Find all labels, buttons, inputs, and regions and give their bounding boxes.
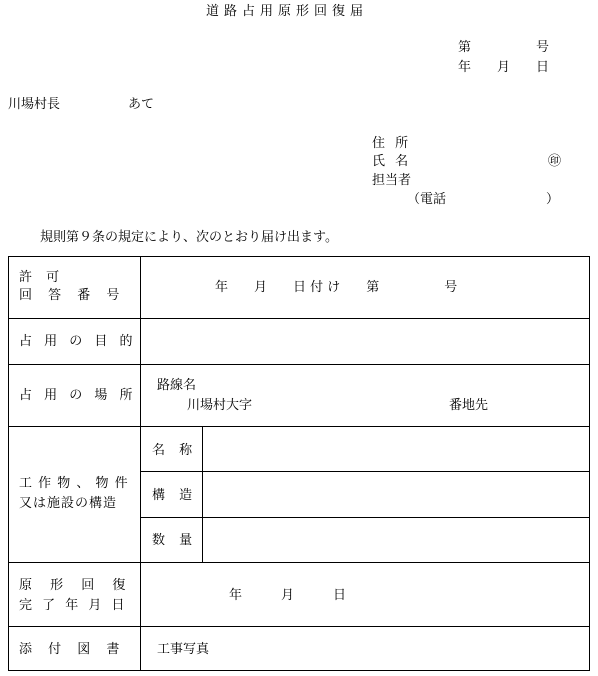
row-divider [9, 318, 589, 319]
column-divider [140, 257, 141, 670]
permit-label-line2: 回 答 番 号 [19, 288, 126, 303]
permit-label-line1: 許 可 [19, 270, 65, 285]
row-divider [140, 517, 589, 518]
column-divider [202, 426, 203, 563]
attachments-label: 添 付 図 書 [19, 642, 126, 657]
addressee-suffix: あて [128, 97, 155, 112]
row-divider [9, 426, 589, 427]
intro-text: 規則第９条の規定により、次のとおり届け出ます。 [40, 230, 338, 245]
route-label: 路線名 [157, 378, 197, 393]
form-table [8, 256, 590, 671]
completion-label-line1: 原 形 回 復 [19, 578, 133, 593]
row-divider [9, 626, 589, 627]
structure-label-line2: 又は施設の構造 [19, 496, 118, 511]
phone-close: ） [546, 192, 560, 207]
person-in-charge-label: 担当者 [372, 173, 412, 188]
document-title: 道路占用原形回復届 [206, 4, 369, 19]
structure-quantity-label: 数 量 [152, 533, 198, 548]
structure-name-label: 名 称 [152, 443, 198, 458]
row-divider [9, 562, 589, 563]
row-divider [140, 471, 589, 472]
attachments-value: 工事写真 [157, 642, 210, 657]
address-label: 住 所 [372, 136, 412, 151]
row-divider [9, 364, 589, 365]
structure-construction-label: 構 造 [152, 488, 198, 503]
completion-label-line2: 完 了 年 月 日 [19, 598, 128, 613]
structure-label-line1: 工 作 物 、 物 件 [19, 476, 129, 491]
document-date-line: 年 月 日 [458, 60, 550, 75]
seal-mark: ㊞ [548, 154, 562, 169]
location-label: 占 用 の 場 所 [19, 388, 137, 403]
completion-value: 年 月 日 [229, 588, 347, 603]
place-name: 川場村大字 [187, 398, 253, 413]
document-number-line: 第 号 [458, 40, 550, 55]
phone-label: （電話 [407, 192, 447, 207]
addressee: 川場村長 [8, 97, 61, 112]
permit-value: 年 月 日 付 け 第 号 [215, 280, 458, 295]
purpose-label: 占 用 の 目 的 [19, 334, 137, 349]
place-suffix: 番地先 [449, 398, 489, 413]
name-label: 氏 名 [372, 154, 412, 169]
